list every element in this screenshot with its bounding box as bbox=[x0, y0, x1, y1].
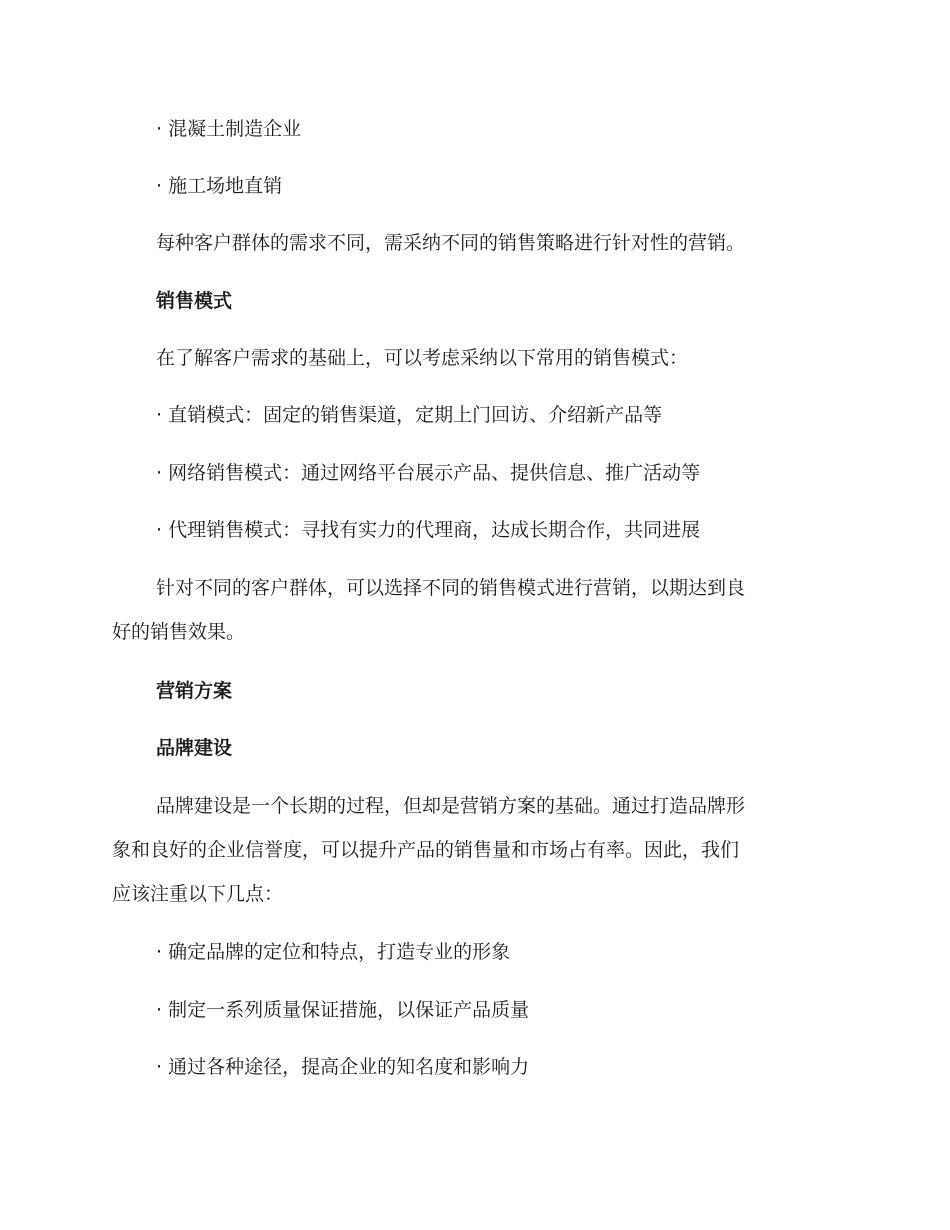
list-item: · 施工场地直销 bbox=[156, 175, 283, 197]
list-item: · 代理销售模式：寻找有实力的代理商，达成长期合作，共同进展 bbox=[156, 519, 701, 541]
section-heading: 营销方案 bbox=[156, 680, 233, 702]
list-item: · 混凝土制造企业 bbox=[156, 118, 302, 140]
paragraph: 每种客户群体的需求不同，需采纳不同的销售策略进行针对性的营销。 bbox=[156, 232, 746, 254]
subsection-heading: 品牌建设 bbox=[156, 737, 233, 759]
list-item: · 网络销售模式：通过网络平台展示产品、提供信息、推广活动等 bbox=[156, 462, 701, 484]
paragraph-line: 针对不同的客户群体，可以选择不同的销售模式进行营销，以期达到良 bbox=[156, 577, 746, 599]
paragraph-line: 品牌建设是一个长期的过程，但却是营销方案的基础。通过打造品牌形 bbox=[156, 795, 746, 817]
paragraph-line: 象和良好的企业信誉度，可以提升产品的销售量和市场占有率。因此，我们 bbox=[112, 839, 740, 861]
paragraph: 在了解客户需求的基础上，可以考虑采纳以下常用的销售模式： bbox=[156, 347, 689, 369]
list-item: · 通过各种途径，提高企业的知名度和影响力 bbox=[156, 1056, 530, 1078]
section-heading: 销售模式 bbox=[156, 290, 233, 312]
paragraph-line: 好的销售效果。 bbox=[112, 621, 246, 643]
list-item: · 直销模式：固定的销售渠道，定期上门回访、介绍新产品等 bbox=[156, 404, 663, 426]
paragraph-line: 应该注重以下几点： bbox=[112, 883, 284, 905]
list-item: · 确定品牌的定位和特点，打造专业的形象 bbox=[156, 941, 511, 963]
list-item: · 制定一系列质量保证措施，以保证产品质量 bbox=[156, 999, 530, 1021]
